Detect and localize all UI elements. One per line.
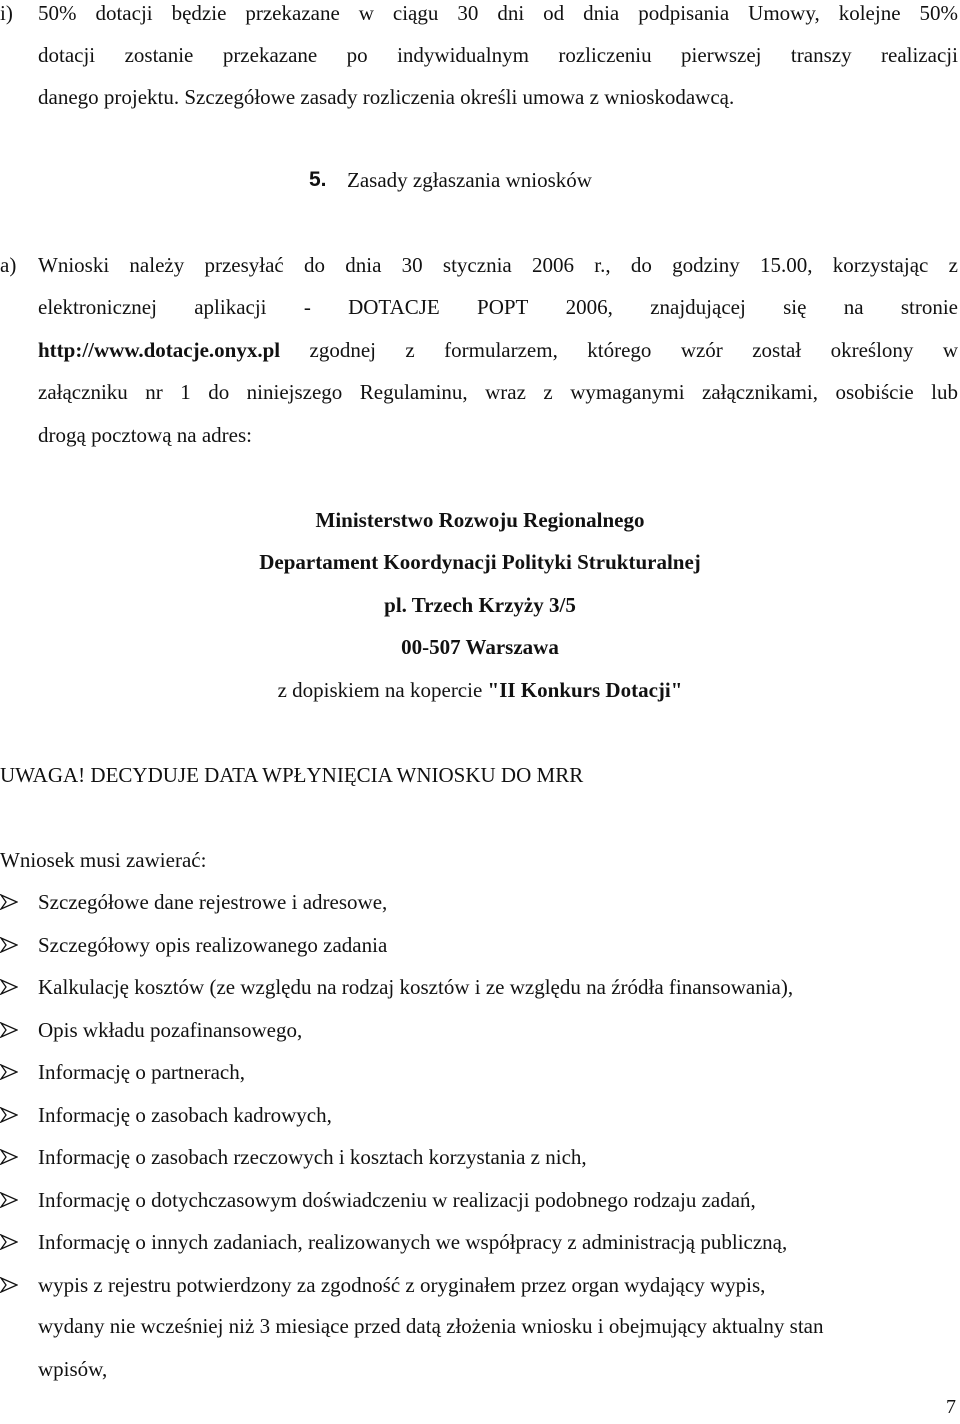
word: nr	[145, 380, 163, 404]
word: kolejne	[838, 1, 901, 25]
word: korzystając	[832, 253, 929, 277]
word: po	[346, 43, 368, 67]
section-a-line-1-wrap	[38, 252, 958, 278]
word: wzór	[680, 338, 723, 362]
word: DOTACJE	[348, 295, 440, 319]
word: dnia	[345, 253, 382, 277]
word: niniejszego	[246, 380, 343, 404]
arrow-bullet-icon	[0, 894, 18, 910]
envelope-note-prefix: z dopiskiem na kopercie	[277, 678, 488, 702]
word: stycznia	[442, 253, 512, 277]
word: stronie	[900, 295, 958, 319]
word: zgodnej	[309, 338, 376, 362]
word: od	[543, 1, 565, 25]
section-a-line-3-wrap	[38, 337, 958, 363]
arrow-bullet-icon	[0, 1064, 18, 1080]
word: aplikacji	[194, 295, 267, 319]
word: został	[752, 338, 802, 362]
word: do	[304, 253, 326, 277]
website-link[interactable]: http://www.dotacje.onyx.pl	[38, 338, 281, 362]
section-i-line-2	[38, 42, 958, 68]
word: będzie	[171, 1, 227, 25]
word: należy	[129, 253, 185, 277]
word: -	[303, 295, 311, 319]
section-title: Zasady zgłaszania wniosków	[347, 168, 592, 192]
word: znajdującej	[650, 295, 746, 319]
word: określony	[830, 338, 914, 362]
arrow-bullet-icon	[0, 979, 18, 995]
requirements-continuation-1: wydany nie wcześniej niż 3 miesiące przed datą złożenia wniosku i obejmujący aktualny stan	[38, 1314, 824, 1338]
word: wraz	[485, 380, 526, 404]
arrow-bullet-icon	[0, 1277, 18, 1293]
section-a-line-2-wrap	[38, 294, 958, 320]
word: 15.00,	[759, 253, 813, 277]
list-item-text: Informację o innych zadaniach, realizowanych we współpracy z administracją publiczną,	[38, 1230, 788, 1254]
section-number: 5.	[309, 168, 327, 191]
word: dni	[497, 1, 525, 25]
section-i-line-1	[38, 0, 958, 26]
word: transzy	[790, 43, 852, 67]
word: dotacji	[38, 43, 96, 67]
list-marker-i: i)	[0, 1, 13, 25]
word: elektronicznej	[38, 295, 157, 319]
page-number: 7	[946, 1396, 956, 1418]
address-line-street: pl. Trzech Krzyży 3/5	[384, 593, 576, 617]
address-line-city: 00-507 Warszawa	[401, 635, 559, 659]
word: formularzem,	[444, 338, 558, 362]
word: 1	[180, 380, 191, 404]
section-a-line-2	[38, 294, 958, 320]
word: załączniku	[38, 380, 128, 404]
word: 2006	[531, 253, 574, 277]
word: załącznikami,	[702, 380, 819, 404]
section-i-paragraph-2	[38, 42, 958, 68]
word: godziny	[672, 253, 740, 277]
word: Umowy,	[748, 1, 820, 25]
list-item-text: Szczegółowe dane rejestrowe i adresowe,	[38, 890, 388, 914]
list-item-text: Informację o zasobach rzeczowych i kosztach korzystania z nich,	[38, 1145, 587, 1169]
word: osobiście	[835, 380, 914, 404]
section-a-line-1	[38, 252, 958, 278]
arrow-bullet-icon	[0, 1149, 18, 1165]
notice-text: UWAGA! DECYDUJE DATA WPŁYNIĘCIA WNIOSKU DO MRR	[0, 763, 584, 787]
word: którego	[587, 338, 652, 362]
list-item-text: Kalkulację kosztów (ze względu na rodzaj kosztów i ze względu na źródła finansowania),	[38, 975, 794, 999]
word: w	[358, 1, 374, 25]
list-marker-a: a)	[0, 253, 17, 277]
section-i-paragraph	[38, 0, 958, 26]
arrow-bullet-icon	[0, 1107, 18, 1123]
word: POPT	[477, 295, 529, 319]
word: z	[948, 253, 958, 277]
list-item-text: Opis wkładu pozafinansowego,	[38, 1018, 303, 1042]
word: dotacji	[95, 1, 153, 25]
envelope-note-title: "II Konkurs Dotacji"	[487, 678, 683, 702]
word: lub	[931, 380, 958, 404]
section-a-line-4	[38, 379, 958, 405]
word: z	[543, 380, 553, 404]
list-item-text: wypis z rejestru potwierdzony za zgodność z oryginałem przez organ wydający wypis,	[38, 1273, 766, 1297]
address-line-ministry: Ministerstwo Rozwoju Regionalnego	[315, 508, 645, 532]
word: rozliczeniu	[558, 43, 652, 67]
word: w	[942, 338, 958, 362]
word: 50%	[38, 1, 77, 25]
section-a-line-5: drogą pocztową na adres:	[38, 423, 252, 447]
word: zostanie	[124, 43, 194, 67]
word: podpisania	[638, 1, 730, 25]
word: Regulaminu,	[359, 380, 468, 404]
word: 30	[457, 1, 479, 25]
word: przekazane	[245, 1, 340, 25]
requirements-continuation-2: wpisów,	[38, 1357, 108, 1381]
word: 50%	[919, 1, 958, 25]
word: realizacji	[881, 43, 958, 67]
section-i-line-3: danego projektu. Szczegółowe zasady rozliczenia określi umowa z wnioskodawcą.	[38, 85, 735, 109]
arrow-bullet-icon	[0, 1234, 18, 1250]
word: ciągu	[392, 1, 439, 25]
word: do	[630, 253, 652, 277]
word: 2006,	[565, 295, 613, 319]
requirements-heading: Wniosek musi zawierać:	[0, 848, 207, 872]
word: wymaganymi	[570, 380, 685, 404]
word: przekazane	[222, 43, 318, 67]
word: pierwszej	[681, 43, 762, 67]
word: na	[843, 295, 864, 319]
word: się	[783, 295, 807, 319]
list-item-text: Informację o zasobach kadrowych,	[38, 1103, 332, 1127]
arrow-bullet-icon	[0, 1192, 18, 1208]
address-line-note	[0, 677, 960, 703]
list-item-text: Informację o dotychczasowym doświadczeniu w realizacji podobnego rodzaju zadań,	[38, 1188, 756, 1212]
section-a-line-4-wrap	[38, 379, 958, 405]
word: Wnioski	[38, 253, 110, 277]
arrow-bullet-icon	[0, 937, 18, 953]
list-item-text: Informację o partnerach,	[38, 1060, 245, 1084]
address-line-department: Departament Koordynacji Polityki Strukturalnej	[259, 550, 701, 574]
word: do	[208, 380, 230, 404]
arrow-bullet-icon	[0, 1022, 18, 1038]
word: indywidualnym	[397, 43, 529, 67]
word: r.,	[594, 253, 611, 277]
word: 30	[401, 253, 423, 277]
word: przesyłać	[204, 253, 284, 277]
word: dnia	[583, 1, 620, 25]
list-item-text: Szczegółowy opis realizowanego zadania	[38, 933, 388, 957]
section-a-line-3	[38, 337, 958, 363]
word: z	[405, 338, 415, 362]
